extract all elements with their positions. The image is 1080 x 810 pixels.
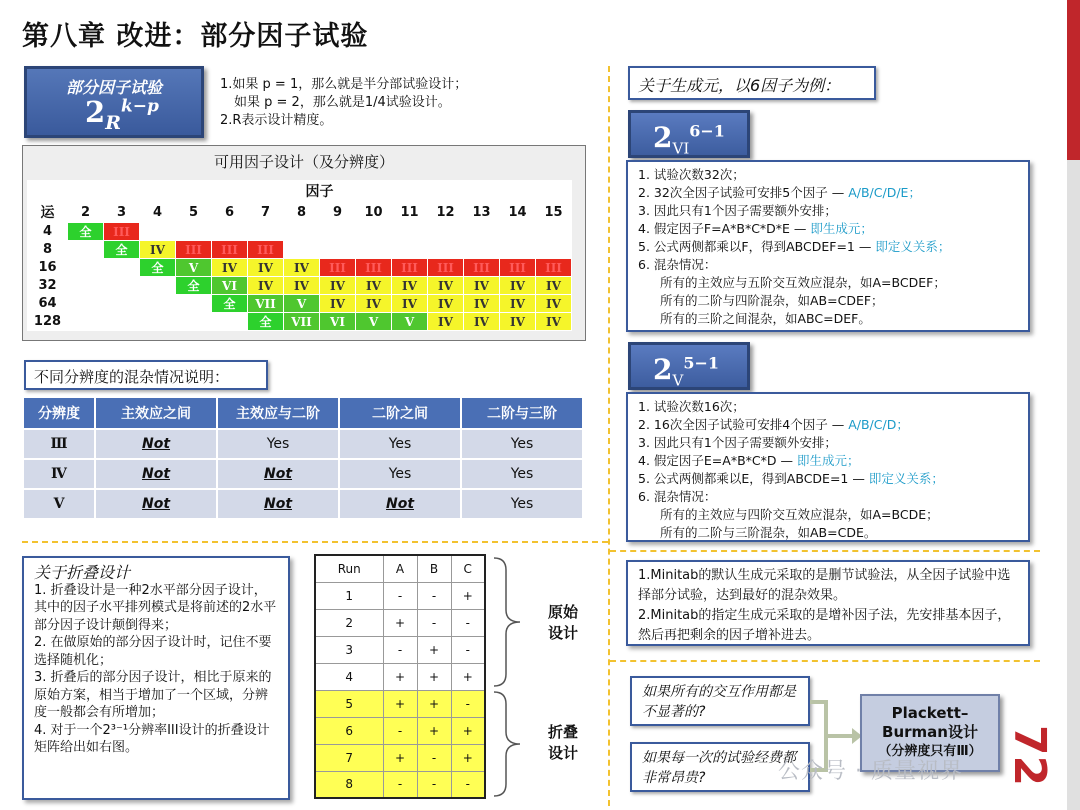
col-header: 主效应之间 [96,398,216,428]
resolution-cell: IV [536,313,572,331]
info-line [638,202,1018,220]
resolution-cell [140,223,176,241]
resolution-cell: VII [248,295,284,313]
resolution-cell: 全 [104,241,140,259]
resolution-cell: III [536,259,572,277]
resolution-cell: 全 [176,277,212,295]
grid-row [28,223,572,241]
run-header: 运 [28,202,68,223]
run-cell: - [383,771,417,798]
info-line [638,166,1018,184]
factor-col-header: 3 [104,202,140,223]
resolution-cell: IV [428,277,464,295]
label-line: 原始 [548,603,579,621]
badge-formula [85,95,159,134]
page-title: 第八章 改进：部分因子试验 [22,21,369,52]
resolution-cell: 全 [68,223,104,241]
table-row [24,490,582,518]
fold-item: 1. 折叠设计是一种2水平部分因子设计，其中的因子水平排列模式是将前述的2水平部分因子设计颠倒得来； [34,582,277,633]
formula-sup: 6−1 [689,121,725,141]
run-cell: - [383,636,417,663]
resolution-cell: IV [248,259,284,277]
info-line [638,184,1018,202]
table-cell: Yes [462,490,582,518]
divider-vertical [608,66,610,806]
formula-base: 2 [653,353,673,386]
info-text: 1. 试验次数16次； [638,399,745,414]
info-line [638,488,1018,506]
resolution-table [22,396,584,520]
table-cell: Yes [218,430,338,458]
fold-design-label [548,722,578,764]
design-6-1-badge [628,110,750,158]
note-line: 如果 p = 2，那么就是1/4试验设计。 [234,95,451,110]
info-text: 3. 因此只有1个因子需要额外安排； [638,435,837,450]
resolution-cell: IV [320,277,356,295]
table-cell: Yes [462,460,582,488]
fold-design-title: 关于折叠设计 [34,563,131,582]
resolution-cell: IV [356,277,392,295]
resolution-cell: V [284,295,320,313]
pb-line: （分辨度只有Ⅲ） [878,744,982,759]
run-cell: + [417,636,451,663]
info-line [638,434,1018,452]
factor-col-header: 10 [356,202,392,223]
run-cell: - [451,690,485,717]
run-cell: - [417,609,451,636]
col-header: Run [315,555,383,582]
run-cell: + [383,690,417,717]
run-cell: 5 [315,690,383,717]
resolution-cell [356,241,392,259]
resolution-cell: III [320,259,356,277]
grid-corner [28,181,68,202]
info-subline: 所有的主效应与五阶交互效应混杂，如A=BCDEF； [660,275,946,290]
pb-line: Burman设计 [882,723,978,741]
note-line: 2.R表示设计精度。 [220,113,333,128]
formula-base: 2 [653,121,673,154]
resolution-cell [464,223,500,241]
resolution-cell: 全 [212,295,248,313]
resolution-cell: V [356,313,392,331]
table-cell: Not [218,490,338,518]
resolution-cell [428,223,464,241]
run-count: 4 [28,223,68,241]
resolution-cell: IV [320,295,356,313]
original-design-label [548,602,578,644]
info-text: 2. 16次全因子试验可安排4个因子 — [638,417,849,432]
fold-bracket [492,690,522,798]
resolution-cell [104,313,140,331]
formula-sub: V [672,371,684,390]
table-cell: Ⅳ [24,460,94,488]
question-cost: 如果每一次的试验经费都非常昂贵? [630,742,810,792]
table-cell: Not [96,490,216,518]
table-cell: Not [340,490,460,518]
resolution-cell: IV [464,313,500,331]
resolution-cell: IV [500,295,536,313]
table-cell: Not [218,460,338,488]
fold-design-box [22,556,290,800]
resolution-cell [68,241,104,259]
label-line: 设计 [548,744,579,762]
run-cell: 8 [315,771,383,798]
info-subline: 所有的二阶与四阶混杂，如AB=CDEF； [660,293,884,308]
run-count: 16 [28,259,68,277]
resolution-cell: 全 [248,313,284,331]
minitab-note: 2.Minitab的指定生成元采取的是增补因子法，先安排基本因子，然后再把剩余的因子增补进去。 [638,608,1011,643]
badge-title: 部分因子试验 [65,78,162,97]
run-row [315,636,485,663]
factor-col-header: 11 [392,202,428,223]
resolution-cell [140,295,176,313]
resolution-cell: IV [356,295,392,313]
resolution-cell: 全 [140,259,176,277]
resolution-cell [284,223,320,241]
formula-notes [220,76,467,130]
resolution-cell: III [212,241,248,259]
run-row [315,582,485,609]
run-count: 64 [28,295,68,313]
col-header: 二阶与三阶 [462,398,582,428]
run-cell: 1 [315,582,383,609]
resolution-cell: III [464,259,500,277]
factor-col-header: 14 [500,202,536,223]
fractional-factorial-badge [24,66,204,138]
table-cell: Ⅴ [24,490,94,518]
factor-col-header: 8 [284,202,320,223]
run-cell: + [451,582,485,609]
fold-item: 3. 折叠后的部分因子设计，相比于原来的原始方案，相当于增加了一个区域，分辨度一般都会有所增加； [34,670,272,720]
resolution-cell [356,223,392,241]
factor-col-header: 6 [212,202,248,223]
run-cell: + [417,690,451,717]
available-designs-panel [22,145,586,341]
resolution-cell [68,313,104,331]
table-cell: Not [96,460,216,488]
factor-col-header: 7 [248,202,284,223]
info-highlight: 即生成元； [796,453,860,468]
run-count: 32 [28,277,68,295]
col-header: B [417,555,451,582]
resolution-cell [500,223,536,241]
info-line [638,470,1018,488]
grid-row [28,259,572,277]
factor-header: 因子 [68,181,572,202]
run-cell: + [383,609,417,636]
run-count: 8 [28,241,68,259]
watermark: 公众号 · 质量视界 [778,759,963,784]
design-5-1-info [626,392,1030,542]
resolution-cell: III [428,259,464,277]
resolution-cell [212,223,248,241]
resolution-cell: IV [464,277,500,295]
run-cell: - [417,582,451,609]
info-line [638,220,1018,238]
resolution-cell: IV [428,313,464,331]
fold-item: 2. 在做原始的部分因子设计时，记住不要选择随机化； [34,635,272,668]
run-row [315,717,485,744]
divider-right-1 [610,550,1040,552]
grid-row [28,277,572,295]
resolution-cell: V [176,259,212,277]
divider-right-2 [610,660,1040,662]
resolution-cell [320,241,356,259]
resolution-cell [176,295,212,313]
original-bracket [492,556,522,688]
run-cell: + [451,717,485,744]
run-row [315,744,485,771]
resolution-cell: VI [212,277,248,295]
resolution-cell [140,313,176,331]
page-number: 72 [1003,724,1055,787]
resolution-cell [104,295,140,313]
formula-sup: k−p [120,96,159,117]
resolution-cell [500,241,536,259]
info-text: 6. 混杂情况： [638,257,717,272]
info-subline: 所有的主效应与四阶交互效应混杂，如A=BCDE； [660,507,939,522]
resolution-cell: III [176,241,212,259]
resolution-cell [176,223,212,241]
run-cell: - [383,582,417,609]
run-cell: - [417,744,451,771]
resolution-cell [464,241,500,259]
resolution-cell [68,277,104,295]
resolution-cell: VII [284,313,320,331]
run-row [315,771,485,798]
design-5-1-badge [628,342,750,390]
table-cell: Not [96,430,216,458]
resolution-cell: IV [212,259,248,277]
info-highlight: A/B/C/D； [848,417,909,432]
run-cell: 7 [315,744,383,771]
resolution-cell: IV [392,277,428,295]
generator-label: 关于生成元，以6因子为例： [628,66,876,100]
info-subline: 所有的二阶与三阶混杂，如AB=CDE。 [660,525,877,540]
run-cell: + [383,663,417,690]
col-header: 主效应与二阶 [218,398,338,428]
available-designs-title: 可用因子设计（及分辨度） [213,153,394,171]
info-text: 5. 公式两侧都乘以F，得到ABCDEF=1 — [638,239,876,254]
resolution-cell [536,223,572,241]
grid-row [28,295,572,313]
divider-left [22,541,608,543]
info-highlight: 即定义关系； [875,239,951,254]
resolution-cell: IV [536,277,572,295]
factor-col-header: 9 [320,202,356,223]
resolution-cell [140,277,176,295]
resolution-cell [536,241,572,259]
info-line [638,452,1018,470]
resolution-cell [212,313,248,331]
resolution-cell [428,241,464,259]
formula-sup: 5−1 [683,353,719,373]
run-cell: - [451,636,485,663]
resolution-cell: III [500,259,536,277]
resolution-cell: VI [320,313,356,331]
resolution-cell: IV [536,295,572,313]
run-cell: + [417,717,451,744]
resolution-cell: V [392,313,428,331]
info-text: 2. 32次全因子试验可安排5个因子 — [638,185,849,200]
info-text: 6. 混杂情况： [638,489,717,504]
resolution-cell: III [248,241,284,259]
info-text: 4. 假定因子E=A*B*C*D — [638,453,797,468]
resolution-cell [176,313,212,331]
factor-col-header: 4 [140,202,176,223]
resolution-cell: IV [500,313,536,331]
table-cell: Yes [340,430,460,458]
resolution-cell [248,223,284,241]
info-text: 1. 试验次数32次； [638,167,745,182]
table-cell: Ⅲ [24,430,94,458]
run-cell: - [417,771,451,798]
pb-line: Plackett– [891,704,969,722]
resolution-cell: IV [140,241,176,259]
col-header: 分辨度 [24,398,94,428]
col-header: 二阶之间 [340,398,460,428]
resolution-cell: IV [500,277,536,295]
run-cell: + [451,744,485,771]
minitab-notes [626,560,1030,646]
resolution-cell: IV [392,295,428,313]
fold-run-table [314,554,486,799]
info-subline: 所有的三阶之间混杂，如ABC=DEF。 [660,311,871,326]
grid-row [28,241,572,259]
info-text: 4. 假定因子F=A*B*C*D*E — [638,221,811,236]
resolution-cell [104,259,140,277]
minitab-note: 1.Minitab的默认生成元采取的是删节试验法，从全因子试验中选择部分试验，达到最好的混杂效果。 [638,568,1011,603]
resolution-cell [320,223,356,241]
run-cell: - [451,771,485,798]
resolution-cell: III [104,223,140,241]
grid-row [28,313,572,331]
resolution-cell [104,277,140,295]
label-line: 设计 [548,624,579,642]
factor-col-header: 15 [536,202,572,223]
resolution-cell: IV [464,295,500,313]
resolution-cell [392,241,428,259]
resolution-cell: IV [428,295,464,313]
run-cell: 4 [315,663,383,690]
table-cell: Yes [340,460,460,488]
formula-sub: VI [672,139,690,158]
label-line: 折叠 [548,723,579,741]
run-row [315,609,485,636]
run-cell: + [451,663,485,690]
formula-base: 2 [85,95,106,129]
right-edge-red-bar [1067,0,1080,160]
run-cell: 3 [315,636,383,663]
design-grid [27,180,572,331]
run-cell: 2 [315,609,383,636]
info-line [638,398,1018,416]
question-interactions: 如果所有的交互作用都是不显著的? [630,676,810,726]
resolution-cell: III [356,259,392,277]
info-line [638,416,1018,434]
info-text: 5. 公式两侧都乘以E，得到ABCDE=1 — [638,471,869,486]
info-text: 3. 因此只有1个因子需要额外安排； [638,203,837,218]
run-cell: - [451,609,485,636]
factor-col-header: 2 [68,202,104,223]
info-highlight: 即定义关系； [868,471,944,486]
table-row [24,430,582,458]
info-highlight: A/B/C/D/E； [848,185,921,200]
run-row [315,690,485,717]
info-line [638,238,1018,256]
info-highlight: 即生成元； [810,221,873,236]
note-line: 1.如果 p = 1，那么就是半分部试验设计； [220,77,468,92]
run-cell: 6 [315,717,383,744]
info-line [638,256,1018,274]
resolution-cell: IV [284,277,320,295]
resolution-cell [68,259,104,277]
table-row [24,460,582,488]
col-header: A [383,555,417,582]
factor-col-header: 12 [428,202,464,223]
run-cell: - [383,717,417,744]
factor-col-header: 5 [176,202,212,223]
resolution-cell [392,223,428,241]
confounding-label: 不同分辨度的混杂情况说明： [24,360,268,390]
run-count: 128 [28,313,68,331]
table-cell: Yes [462,430,582,458]
resolution-cell: IV [284,259,320,277]
resolution-cell: IV [248,277,284,295]
design-6-1-info [626,160,1030,332]
run-cell: + [417,663,451,690]
col-header: C [451,555,485,582]
resolution-cell [68,295,104,313]
fold-item: 4. 对于一个2³⁻¹分辨率III设计的折叠设计矩阵给出如右图。 [34,722,270,755]
factor-col-header: 13 [464,202,500,223]
run-cell: + [383,744,417,771]
formula-sub: R [105,111,121,134]
run-row [315,663,485,690]
resolution-cell [284,241,320,259]
resolution-cell: III [392,259,428,277]
